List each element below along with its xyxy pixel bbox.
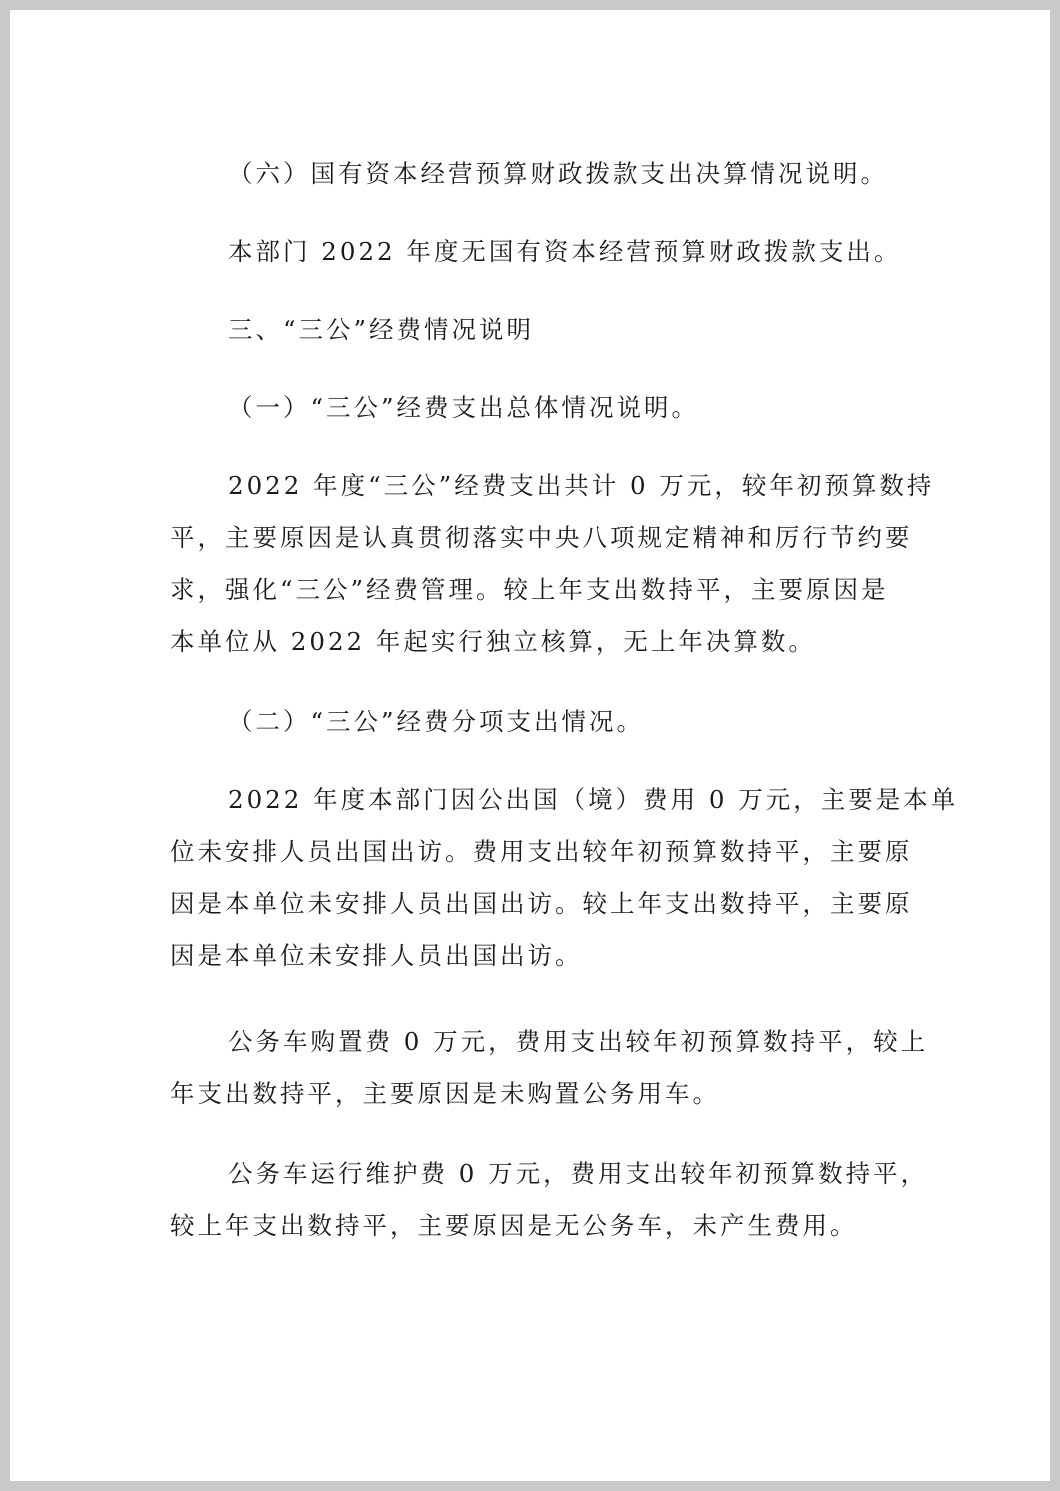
paragraph-state-capital-section-title xyxy=(228,148,943,200)
section-heading-three-public-expenses xyxy=(228,304,943,356)
text-line: 求，强化“三公”经费管理。较上年支出数持平，主要原因是 xyxy=(170,575,889,604)
text-line: 本单位从 2022 年起实行独立核算，无上年决算数。 xyxy=(170,627,816,656)
text-line: 2022 年度本部门因公出国（境）费用 0 万元，主要是本单 xyxy=(228,785,959,814)
subsection-heading-itemized xyxy=(228,696,943,748)
text-line: 因是本单位未安排人员出国出访。 xyxy=(170,941,583,970)
paragraph-overseas-travel xyxy=(170,774,959,982)
text-line: 平，主要原因是认真贯彻落实中央八项规定精神和厉行节约要 xyxy=(170,523,913,552)
text-line: 位未安排人员出国出访。费用支出较年初预算数持平，主要原 xyxy=(170,837,913,866)
text-line: 因是本单位未安排人员出国出访。较上年支出数持平，主要原 xyxy=(170,889,913,918)
text-line: 公务车运行维护费 0 万元，费用支出较年初预算数持平， xyxy=(228,1159,929,1188)
paragraph-state-capital-summary xyxy=(228,226,943,278)
document-page xyxy=(10,10,1050,1481)
text-line: 公务车购置费 0 万元，费用支出较年初预算数持平，较上 xyxy=(228,1027,929,1056)
text-line: 2022 年度“三公”经费支出共计 0 万元，较年初预算数持 xyxy=(228,471,935,500)
text-line: （六）国有资本经营预算财政拨款支出决算情况说明。 xyxy=(228,159,888,188)
text-line: 本部门 2022 年度无国有资本经营预算财政拨款支出。 xyxy=(228,237,902,266)
paragraph-vehicle-purchase xyxy=(170,1016,929,1120)
text-line: 年支出数持平，主要原因是未购置公务用车。 xyxy=(170,1079,720,1108)
text-line: 三、“三公”经费情况说明 xyxy=(228,315,535,344)
paragraph-vehicle-maintenance xyxy=(170,1148,929,1252)
subsection-heading-overall xyxy=(228,382,943,434)
text-line: 较上年支出数持平，主要原因是无公务车，未产生费用。 xyxy=(170,1211,858,1240)
text-line: （二）“三公”经费分项支出情况。 xyxy=(228,707,645,736)
text-line: （一）“三公”经费支出总体情况说明。 xyxy=(228,393,700,422)
paragraph-overall-expense xyxy=(170,460,935,668)
